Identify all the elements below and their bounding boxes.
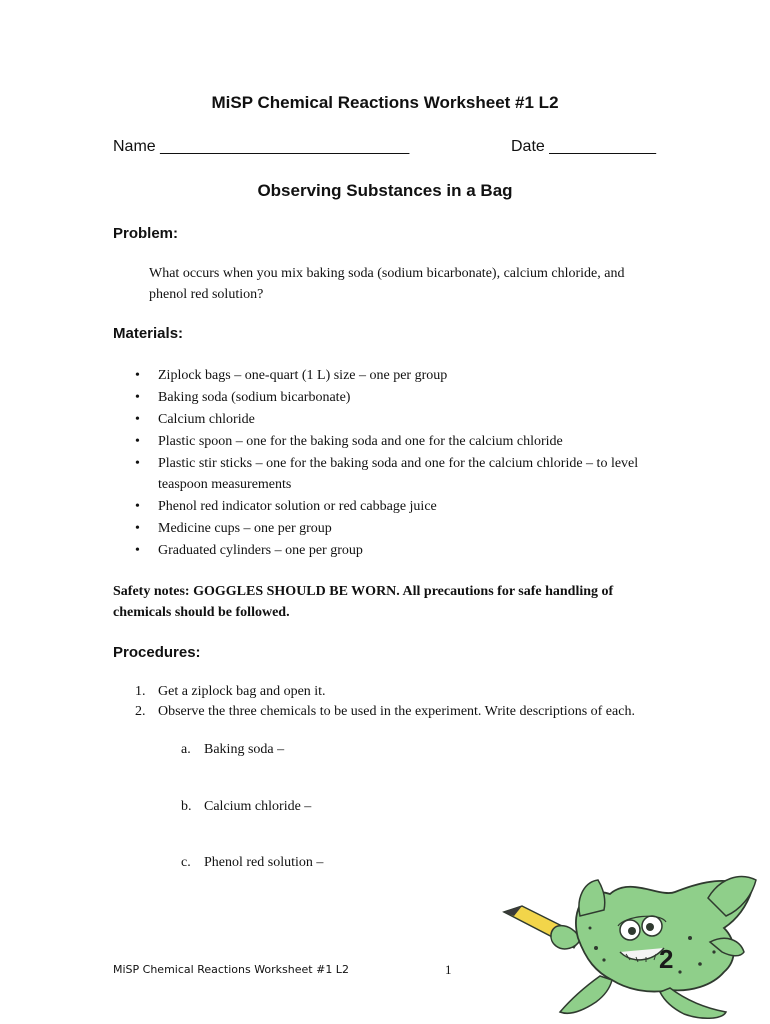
section-title: Observing Substances in a Bag xyxy=(257,181,513,200)
list-item: • Plastic stir sticks – one for the baking soda and one for the calcium chloride – to level teaspoon measurements xyxy=(113,453,658,495)
list-item: • Calcium chloride xyxy=(113,409,658,430)
frog-badge-number: 2 xyxy=(659,944,674,974)
materials-heading: Materials: xyxy=(113,325,184,342)
list-item: • Graduated cylinders – one per group xyxy=(113,540,658,561)
problem-heading: Problem: xyxy=(113,225,179,242)
step-number: 2. xyxy=(135,704,146,719)
safety-text: GOGGLES SHOULD BE WORN. All precautions for safe handling of chemicals should be followed. xyxy=(113,584,614,620)
substep-baking-soda xyxy=(181,742,284,758)
safety-notes xyxy=(113,581,658,623)
step-text: Get a ziplock bag and open it. xyxy=(158,684,326,699)
date-field: Date ____________ xyxy=(511,138,657,155)
list-item: • Baking soda (sodium bicarbonate) xyxy=(113,387,658,408)
list-item: • Medicine cups – one per group xyxy=(113,518,658,539)
substep-text: Baking soda – xyxy=(204,742,285,757)
procedure-step xyxy=(113,702,658,722)
substep-calcium-chloride xyxy=(181,799,311,815)
materials-list xyxy=(113,365,658,562)
substep-text: Calcium chloride – xyxy=(204,799,312,814)
list-item: • Ziplock bags – one-quart (1 L) size – one per group xyxy=(113,365,658,386)
procedures-list xyxy=(113,682,658,722)
step-text: Observe the three chemicals to be used in the experiment. Write descriptions of each. xyxy=(158,704,635,719)
name-field: Name ____________________________ xyxy=(113,138,410,155)
substep-text: Phenol red solution – xyxy=(204,855,324,870)
substep-letter: c. xyxy=(181,855,191,870)
list-item: • Plastic spoon – one for the baking soda and one for the calcium chloride xyxy=(113,431,658,452)
procedure-step xyxy=(113,682,658,702)
procedures-heading: Procedures: xyxy=(113,644,201,661)
footer-title: MiSP Chemical Reactions Worksheet #1 L2 xyxy=(113,963,349,976)
substep-letter: b. xyxy=(181,799,192,814)
problem-text: What occurs when you mix baking soda (sodium bicarbonate), calcium chloride, and phenol red solution? xyxy=(149,266,625,302)
substep-letter: a. xyxy=(181,742,191,757)
page-number: 1 xyxy=(445,962,452,977)
page-title: MiSP Chemical Reactions Worksheet #1 L2 xyxy=(211,93,559,112)
list-item: • Phenol red indicator solution or red cabbage juice xyxy=(113,496,658,517)
substep-phenol-red xyxy=(181,855,323,871)
step-number: 1. xyxy=(135,684,146,699)
safety-label: Safety notes: xyxy=(113,584,190,599)
frog-mascot-icon xyxy=(500,868,770,1024)
